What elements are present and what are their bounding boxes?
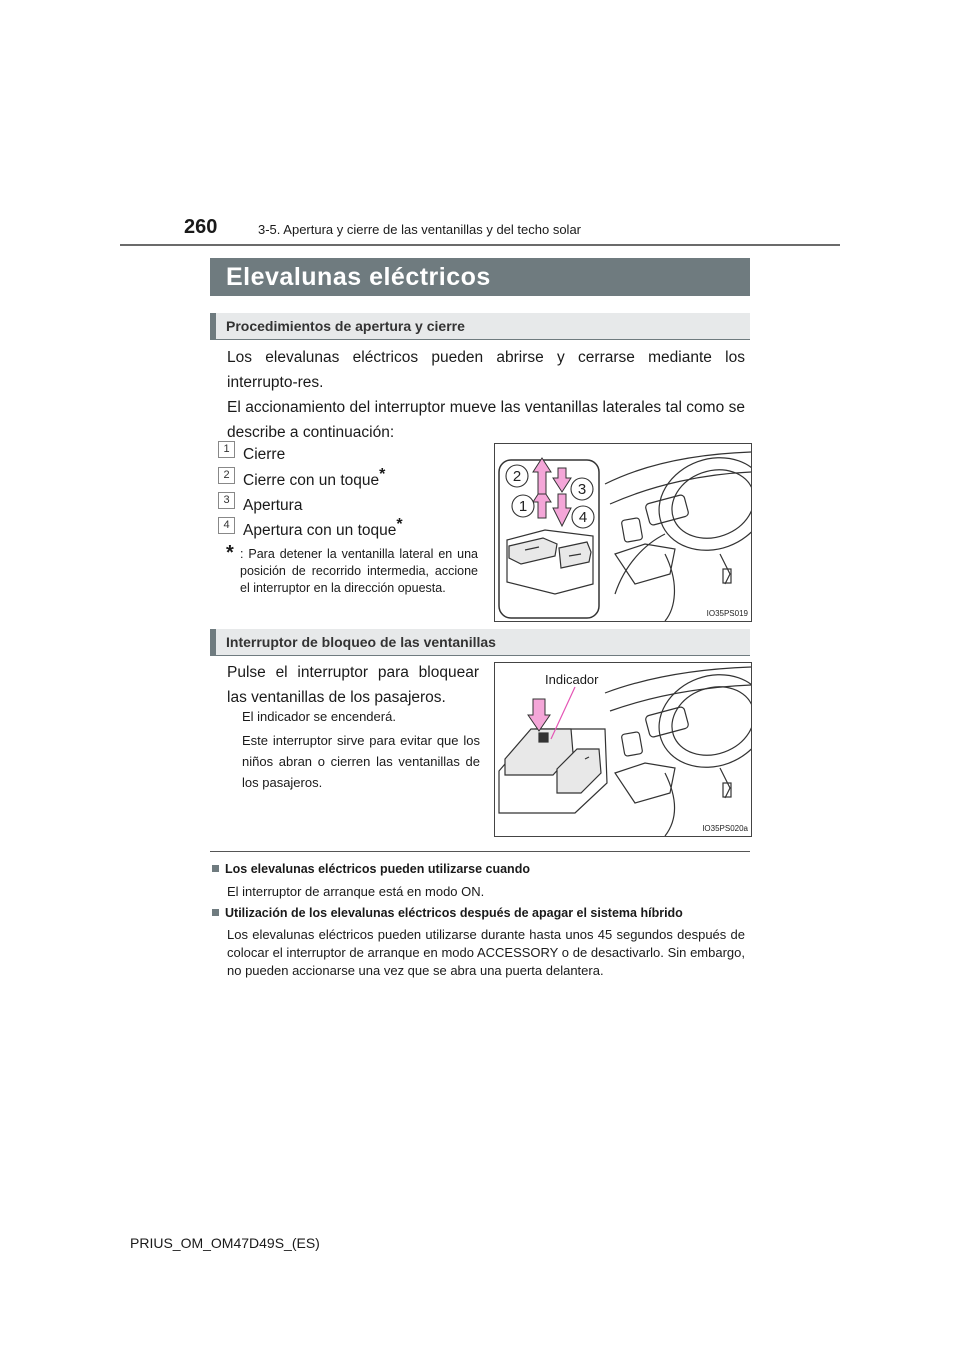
note-heading [212,862,530,876]
step-number: 4 [218,517,235,534]
footnote-mark: * [226,542,234,564]
header-rule [120,244,840,246]
footnote-text: : Para detener la ventanilla lateral en una posición de recorrido intermedia, accione el interruptor en la dirección opuesta. [240,547,478,595]
step-number: 3 [218,492,235,509]
notes-rule [210,851,750,852]
note-bullet-icon [212,865,219,872]
subsection-heading-lock [210,629,750,656]
step-asterisk: * [396,516,403,533]
intro-paragraph: Los elevalunas eléctricos pueden abrirse y cerrarse mediante los interrupto-res. [227,349,745,391]
subsection-title: Procedimientos de apertura y cierre [226,318,465,334]
figure-code: IO35PS020a [702,824,748,833]
page-number: 260 [184,216,218,238]
figure-code: IO35PS019 [706,609,748,618]
callout-4: 4 [578,509,588,526]
step-label: Cierre con un toque [243,472,380,490]
document-code: PRIUS_OM_OM47D49S_(ES) [130,1235,320,1251]
lock-note-1: El indicador se encenderá. [242,709,396,724]
callout-1: 1 [518,498,528,515]
description-paragraph: El accionamiento del interruptor mueve las ventanillas laterales tal como se describe a continuación: [227,399,745,441]
callout-3: 3 [577,481,587,498]
subsection-heading-procedures [210,313,750,340]
note-body: Los elevalunas eléctricos pueden utilizarse durante hasta unos 45 segundos después de colocar el interruptor de arranque en modo ACCESSORY o de desactivarlo. Sin embargo, no pueden accionarse una vez que se abra una puerta delantera. [227,927,745,978]
step-label: Apertura con un toque [243,522,397,540]
callout-2: 2 [512,468,522,485]
step-number: 1 [218,441,235,458]
step-label: Cierre [243,446,286,464]
section-title: Elevalunas eléctricos [226,263,491,291]
lock-note-2: Este interruptor sirve para evitar que los niños abran o cierren las ventanillas de los pasajeros. [242,733,480,790]
lock-switch-illustration [494,662,752,837]
window-switch-drawing [495,444,751,621]
note-body: El interruptor de arranque está en modo ON. [227,884,485,899]
lock-paragraph: Pulse el interruptor para bloquear las ventanillas de los pasajeros. [227,664,479,706]
note-heading-text: Los elevalunas eléctricos pueden utilizarse cuando [225,862,530,876]
subsection-marker [210,629,216,655]
note-heading [212,906,683,920]
step-number: 2 [218,467,235,484]
subsection-title: Interruptor de bloqueo de las ventanillas [226,634,496,650]
note-heading-text: Utilización de los elevalunas eléctricos después de apagar el sistema híbrido [225,906,683,920]
indicator-label: Indicador [545,672,599,687]
subsection-marker [210,313,216,339]
window-switch-illustration [494,443,752,622]
step-label: Apertura [243,497,303,515]
note-bullet-icon [212,909,219,916]
lock-switch-drawing [495,663,751,836]
step-asterisk: * [379,466,386,483]
running-header: 3-5. Apertura y cierre de las ventanillas y del techo solar [258,222,582,237]
